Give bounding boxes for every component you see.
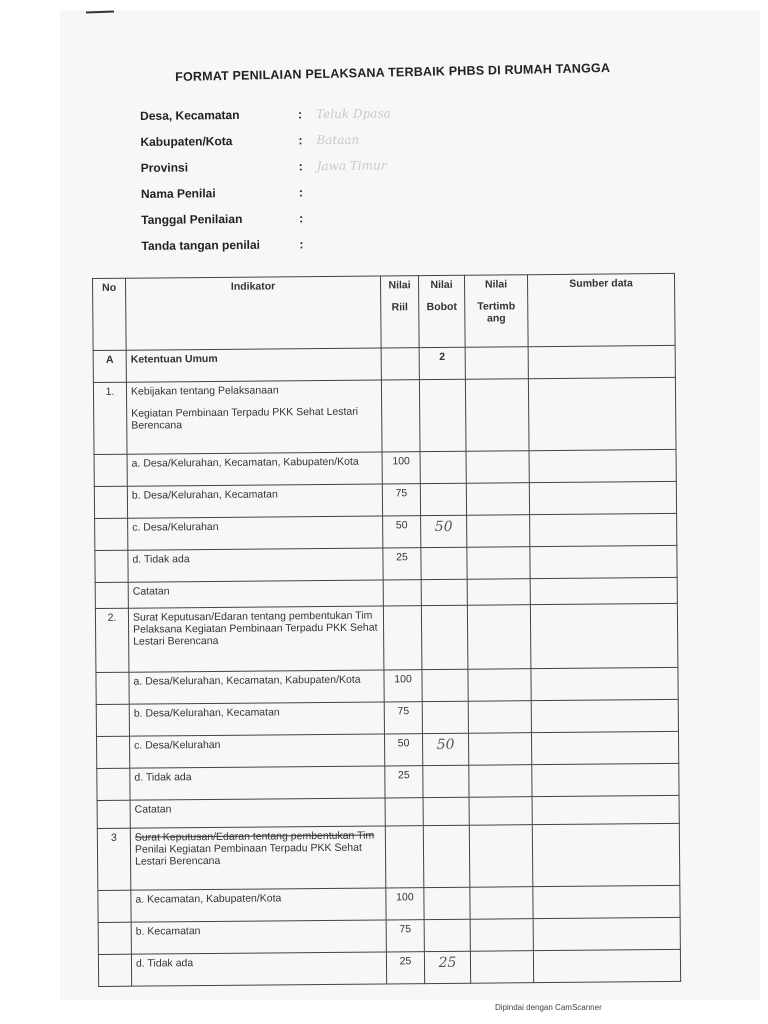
handwritten-bobot: 50 [421,515,467,547]
field-label: Tanggal Penilaian [141,211,243,227]
cell-empty [96,704,129,736]
cell-empty [467,605,531,670]
cell-empty [98,954,131,986]
option-label: d. Tidak ada [131,952,386,986]
field-colon: : [299,211,304,226]
handwritten-bobot [422,701,468,733]
assessment-table-wrapper [92,273,680,987]
handwritten-bobot [424,919,470,951]
cell-empty [532,795,679,824]
cell-empty [529,449,676,482]
cell-empty [531,731,678,764]
option-row [98,949,680,986]
header-no: No [93,278,127,350]
header-sumber-data: Sumber data [527,273,675,346]
handwritten-bobot [420,451,466,483]
indicator-text [126,380,382,454]
header-line: Nilai [430,278,453,292]
field-handwritten-value: Jawa Timur [316,158,387,174]
cell-empty [385,798,423,826]
header-nilai-riil [380,276,419,348]
option-label: d. Tidak ada [128,548,383,582]
row-no: 2. [95,608,129,672]
row-no: 3 [97,828,131,890]
handwritten-bobot [421,547,467,579]
field-colon: : [298,185,304,200]
cell-empty [466,451,529,484]
nilai-riil: 75 [382,484,420,516]
cell-empty [528,345,675,378]
cell-empty [470,951,533,984]
cell-empty [530,603,678,668]
cell-empty [421,605,468,669]
handwritten-bobot: 25 [424,951,470,983]
header-line: Bobot [426,300,457,314]
cell-empty [94,486,127,518]
cell-empty [94,454,127,486]
field-label: Provinsi [140,160,189,175]
cell-empty [468,733,531,766]
option-label: d. Tidak ada [130,766,385,800]
document-title: FORMAT PENILAIAN PELAKSANA TERBAIK PHBS DI RUMAH TANGGA [175,60,611,84]
handwritten-bobot [423,765,469,797]
section-no: A [93,350,126,382]
option-row [97,731,679,768]
option-row [96,667,678,704]
header-nilai-bobot [418,275,465,347]
nilai-riil: 100 [386,888,424,920]
field-colon: : [299,237,304,252]
cell-empty [467,579,530,606]
handwritten-bobot [420,483,466,515]
identity-fields [140,98,662,259]
nilai-riil: 50 [384,734,422,766]
nilai-riil: 50 [383,516,421,548]
cell-empty [97,800,130,828]
handwritten-bobot [424,887,470,919]
nilai-riil: 25 [386,952,424,984]
field-label: Desa, Kecamatan [140,107,240,123]
cell-empty [98,890,131,922]
cell-empty [423,825,470,887]
cell-empty [421,579,467,605]
indicator-row [97,823,680,890]
field-label: Tanda tangan penilai [141,237,261,253]
cell-empty [95,518,128,550]
cell-empty [469,797,532,826]
catatan-label: Catatan [128,580,383,608]
section-label: Ketentuan Umum [126,348,381,382]
cell-empty [423,797,469,825]
nilai-riil: 100 [384,670,422,702]
nilai-riil: 75 [384,702,422,734]
header-line: Nilai [484,278,508,291]
option-row [94,449,676,486]
handwritten-bobot [422,669,468,701]
nilai-riil: 100 [382,452,420,484]
cell-empty [95,582,128,608]
header-indikator: Indikator [126,276,382,350]
option-label: a. Kecamatan, Kabupaten/Kota [131,888,386,922]
cell-empty [470,887,533,920]
option-label: b. Desa/Kelurahan, Kecamatan [127,484,382,518]
assessment-table [92,273,681,987]
cell-empty [467,547,530,580]
cell-empty [530,545,677,578]
field-tanda-tangan [141,228,661,259]
handwritten-bobot: 50 [422,733,468,765]
cell-empty [467,515,530,548]
option-row [95,513,677,550]
option-label: a. Desa/Kelurahan, Kecamatan, Kabupaten/Kota [129,670,384,704]
row-no: 1. [93,382,127,454]
cell-empty [466,483,529,516]
cell-empty [465,379,529,452]
nilai-riil: 75 [386,920,424,952]
header-nilai-tertimbang [464,275,528,348]
option-label: b. Kecamatan [131,920,386,954]
cell-empty [530,513,677,546]
cell-empty [381,380,420,452]
option-row [95,545,677,582]
cell-empty [95,550,128,582]
cell-empty [419,379,466,451]
cell-empty [98,922,131,954]
option-row [98,917,680,954]
header-row [93,273,676,350]
option-row [98,885,680,922]
option-label: c. Desa/Kelurahan [128,516,383,550]
cell-empty [97,768,130,800]
field-label: Nama Penilai [140,186,216,201]
indicator-line: Kebijakan tentang Pelaksanaan [130,384,279,398]
field-handwritten-value: Teluk Dpasa [316,106,391,122]
cell-empty [381,348,419,380]
cell-empty [468,701,531,734]
nilai-riil: 25 [385,766,423,798]
option-label: c. Desa/Kelurahan [129,734,384,768]
cell-empty [529,481,676,514]
indicator-line: Kegiatan Pembinaan Terpadu PKK Sehat Lestari Berencana [131,405,359,432]
scanner-watermark: Dipindai dengan CamScanner [495,1003,602,1012]
header-line: Riil [391,301,408,314]
option-row [94,481,676,518]
struck-text: Surat Keputusan/Edaran tentang pembentukan Tim [134,829,375,844]
option-label: a. Desa/Kelurahan, Kecamatan, Kabupaten/Kota [127,452,382,486]
option-label: b. Desa/Kelurahan, Kecamatan [129,702,384,736]
header-line: Nilai [388,279,411,292]
section-row [93,345,675,382]
nilai-riil: 25 [383,548,421,580]
cell-empty [469,825,533,888]
indicator-row [95,603,678,672]
indicator-line: Penilai Kegiatan Pembinaan Terpadu PKK Sehat Lestari Berencana [134,841,362,868]
section-bobot: 2 [419,347,465,379]
indicator-row [93,377,676,454]
cell-empty [469,765,532,798]
field-label: Kabupaten/Kota [140,134,233,149]
header-line: ang [486,312,506,325]
cell-empty [528,377,676,450]
cell-empty [533,885,680,918]
cell-empty [468,669,531,702]
catatan-label: Catatan [130,798,385,828]
indicator-text: Surat Keputusan/Edaran tentang pembentukan Tim Pelaksana Kegiatan Pembinaan Terpadu PKK Sehat Lestari Berencana [128,606,384,672]
cell-empty [530,577,677,604]
cell-empty [383,606,422,670]
header-line: Tertimb [477,300,516,313]
field-handwritten-value: Bataan [316,132,360,148]
cell-empty [532,823,680,886]
field-colon: : [298,107,303,122]
cell-empty [385,826,424,888]
cell-empty [383,580,421,606]
cell-empty [533,917,680,950]
option-row [96,699,678,736]
cell-empty [533,949,680,982]
cell-empty [532,763,679,796]
field-colon: : [298,159,303,174]
cell-empty [465,347,528,380]
cell-empty [97,736,130,768]
indicator-text [130,826,386,890]
cell-empty [531,699,678,732]
field-colon: : [298,133,303,148]
cell-empty [96,672,129,704]
option-row [97,763,679,800]
cell-empty [470,919,533,952]
cell-empty [531,667,678,700]
